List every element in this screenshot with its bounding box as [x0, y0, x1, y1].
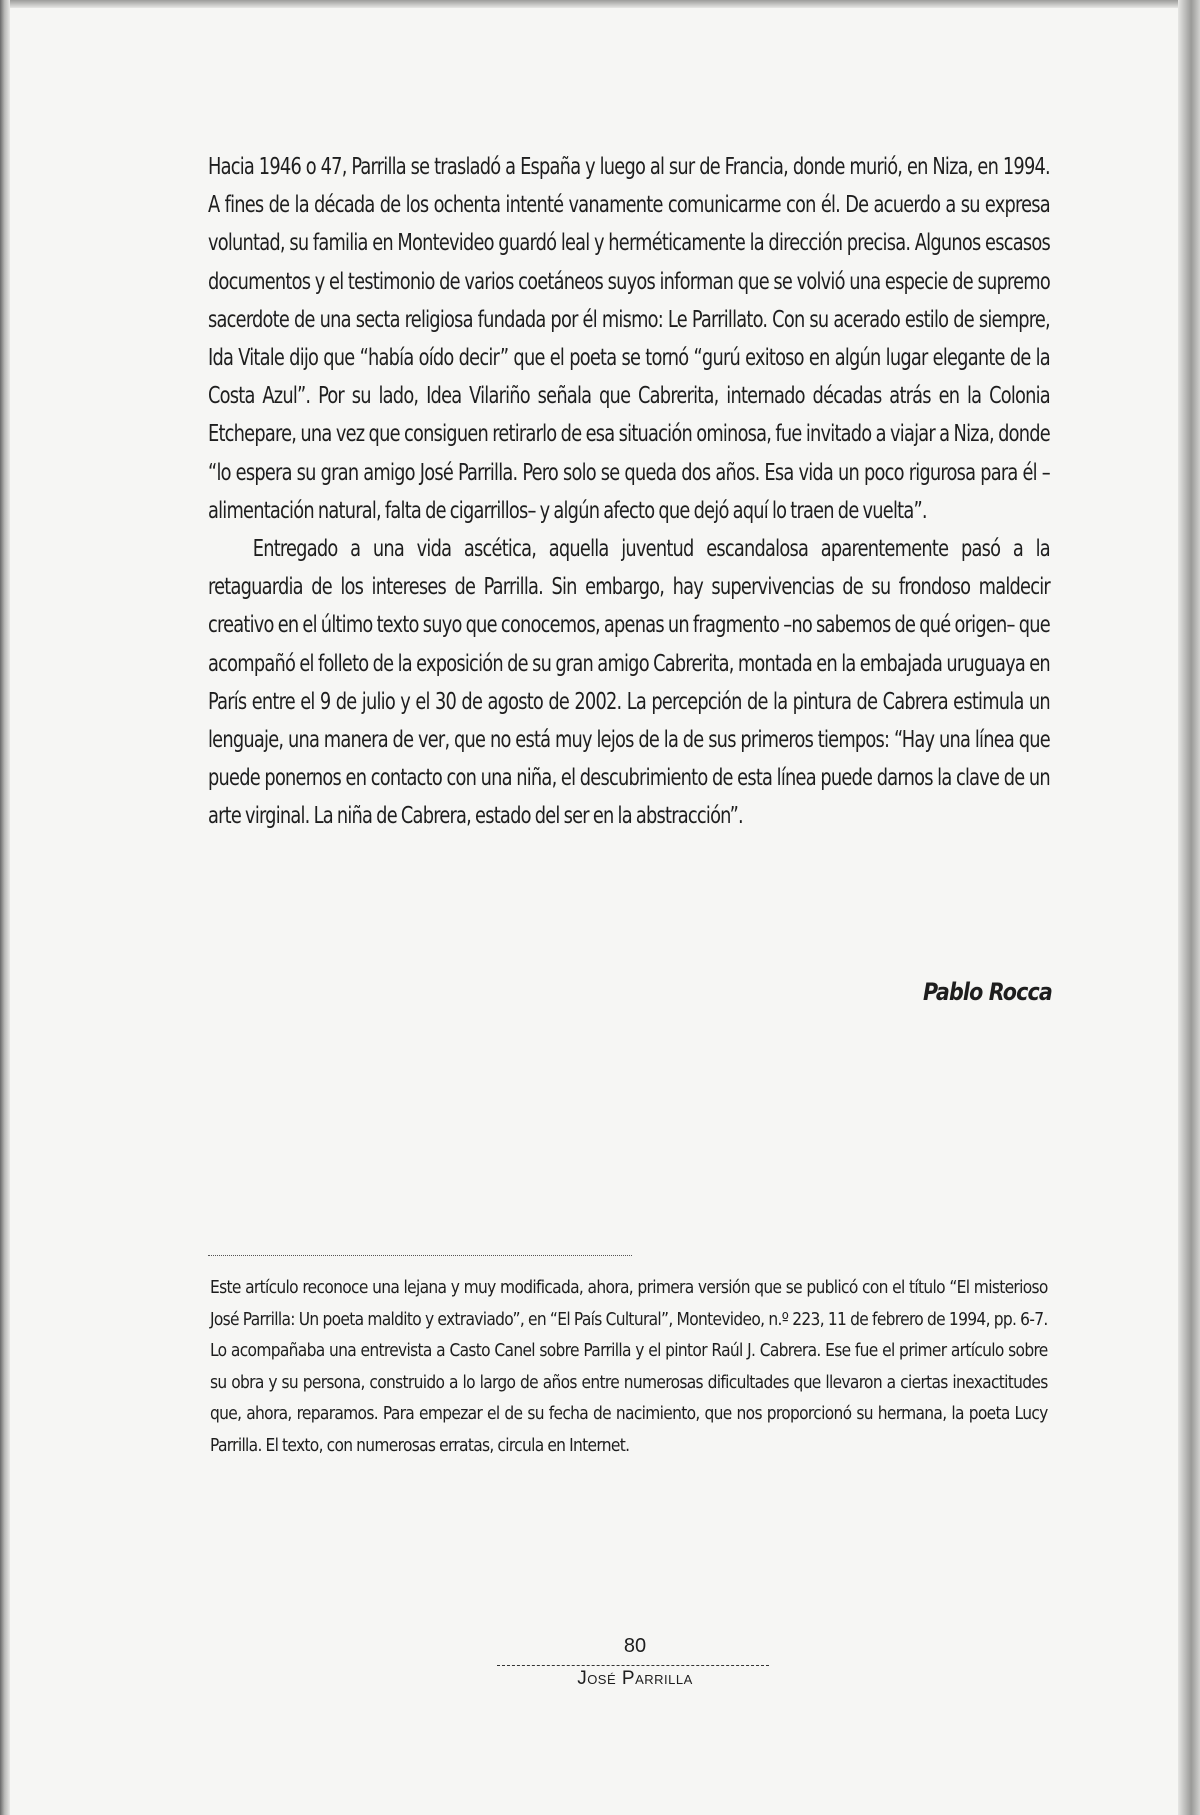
footer-dashed-rule — [497, 1665, 769, 1666]
paragraph-1: Hacia 1946 o 47, Parrilla se trasladó a España y luego al sur de Francia, donde murió, en Niza, en 1994. A fines de la década de los ochenta intenté vanamente comunicarme con él. De acuerdo a su expresa voluntad, su familia en Montevideo guardó leal y herméticamente la dirección precisa. Algunos escasos documentos y el testimonio de varios coetáneos suyos informan que se volvió una especie de supremo sacerdote de una secta religiosa fundada por él mismo: Le Parrillato. Con su acerado estilo de siempre, Ida Vitale dijo que “había oído decir” que el poeta se tornó “gurú exitoso en algún lugar elegante de la Costa Azul”. Por su lado, Idea Vilariño señala que Cabrerita, internado décadas atrás en la Colonia Etchepare, una vez que consiguen retirarlo de esa situación ominosa, fue invitado a viajar a Niza, donde “lo espera su gran amigo José Parrilla. Pero solo se queda dos años. Esa vida un poco rigurosa para él –alimentación natural, falta de cigarrillos– y algún afecto que dejó aquí lo traen de vuelta”. — [208, 154, 1050, 524]
footnote-separator — [208, 1255, 632, 1256]
paragraph-2: Entregado a una vida ascética, aquella juventud escandalosa aparentemente pasó a la retaguardia de los intereses de Parrilla. Sin embargo, hay supervivencias de su frondoso maldecir creativo en el último texto suyo que conocemos, apenas un fragmento –no sabemos de qué origen– que acompañó el folleto de la exposición de su gran amigo Cabrerita, montada en la embajada uruguaya en París entre el 9 de julio y el 30 de agosto de 2002. La percepción de la pintura de Cabrera estimula un lenguaje, una manera de ver, que no está muy lejos de la de sus primeros tiempos: “Hay una línea que puede ponernos en contacto con una niña, el descubrimiento de esta línea puede darnos la clave de un arte virginal. La niña de Cabrera, estado del ser en la abstracción”. — [208, 536, 1050, 830]
author-signature: Pablo Rocca — [923, 978, 1052, 1006]
body-text — [208, 148, 1050, 836]
page-right-edge-shadow — [1178, 0, 1200, 1815]
footnote: Este artículo reconoce una lejana y muy modificada, ahora, primera versión que se publicó con el título “El misterioso José Parrilla: Un poeta maldito y extraviado”, en “El País Cultural”, Montevideo, n.º 223, 11 de febrero de 1994, pp. 6-7. Lo acompañaba una entrevista a Casto Canel sobre Parrilla y el pintor Raúl J. Cabrera. Ese fue el primer artículo sobre su obra y su persona, construido a lo largo de años entre numerosas dificultades que llevaron a ciertas inexactitudes que, ahora, reparamos. Para empezar el de su fecha de nacimiento, que nos proporcionó su hermana, la poeta Lucy Parrilla. El texto, con numerosas erratas, circula en Internet. — [210, 1277, 1048, 1456]
page-left-edge-shadow — [0, 0, 10, 1815]
page-number: 80 — [623, 1635, 647, 1657]
page-top-edge-shadow — [0, 0, 1200, 8]
running-title: José Parrilla — [577, 1668, 693, 1689]
